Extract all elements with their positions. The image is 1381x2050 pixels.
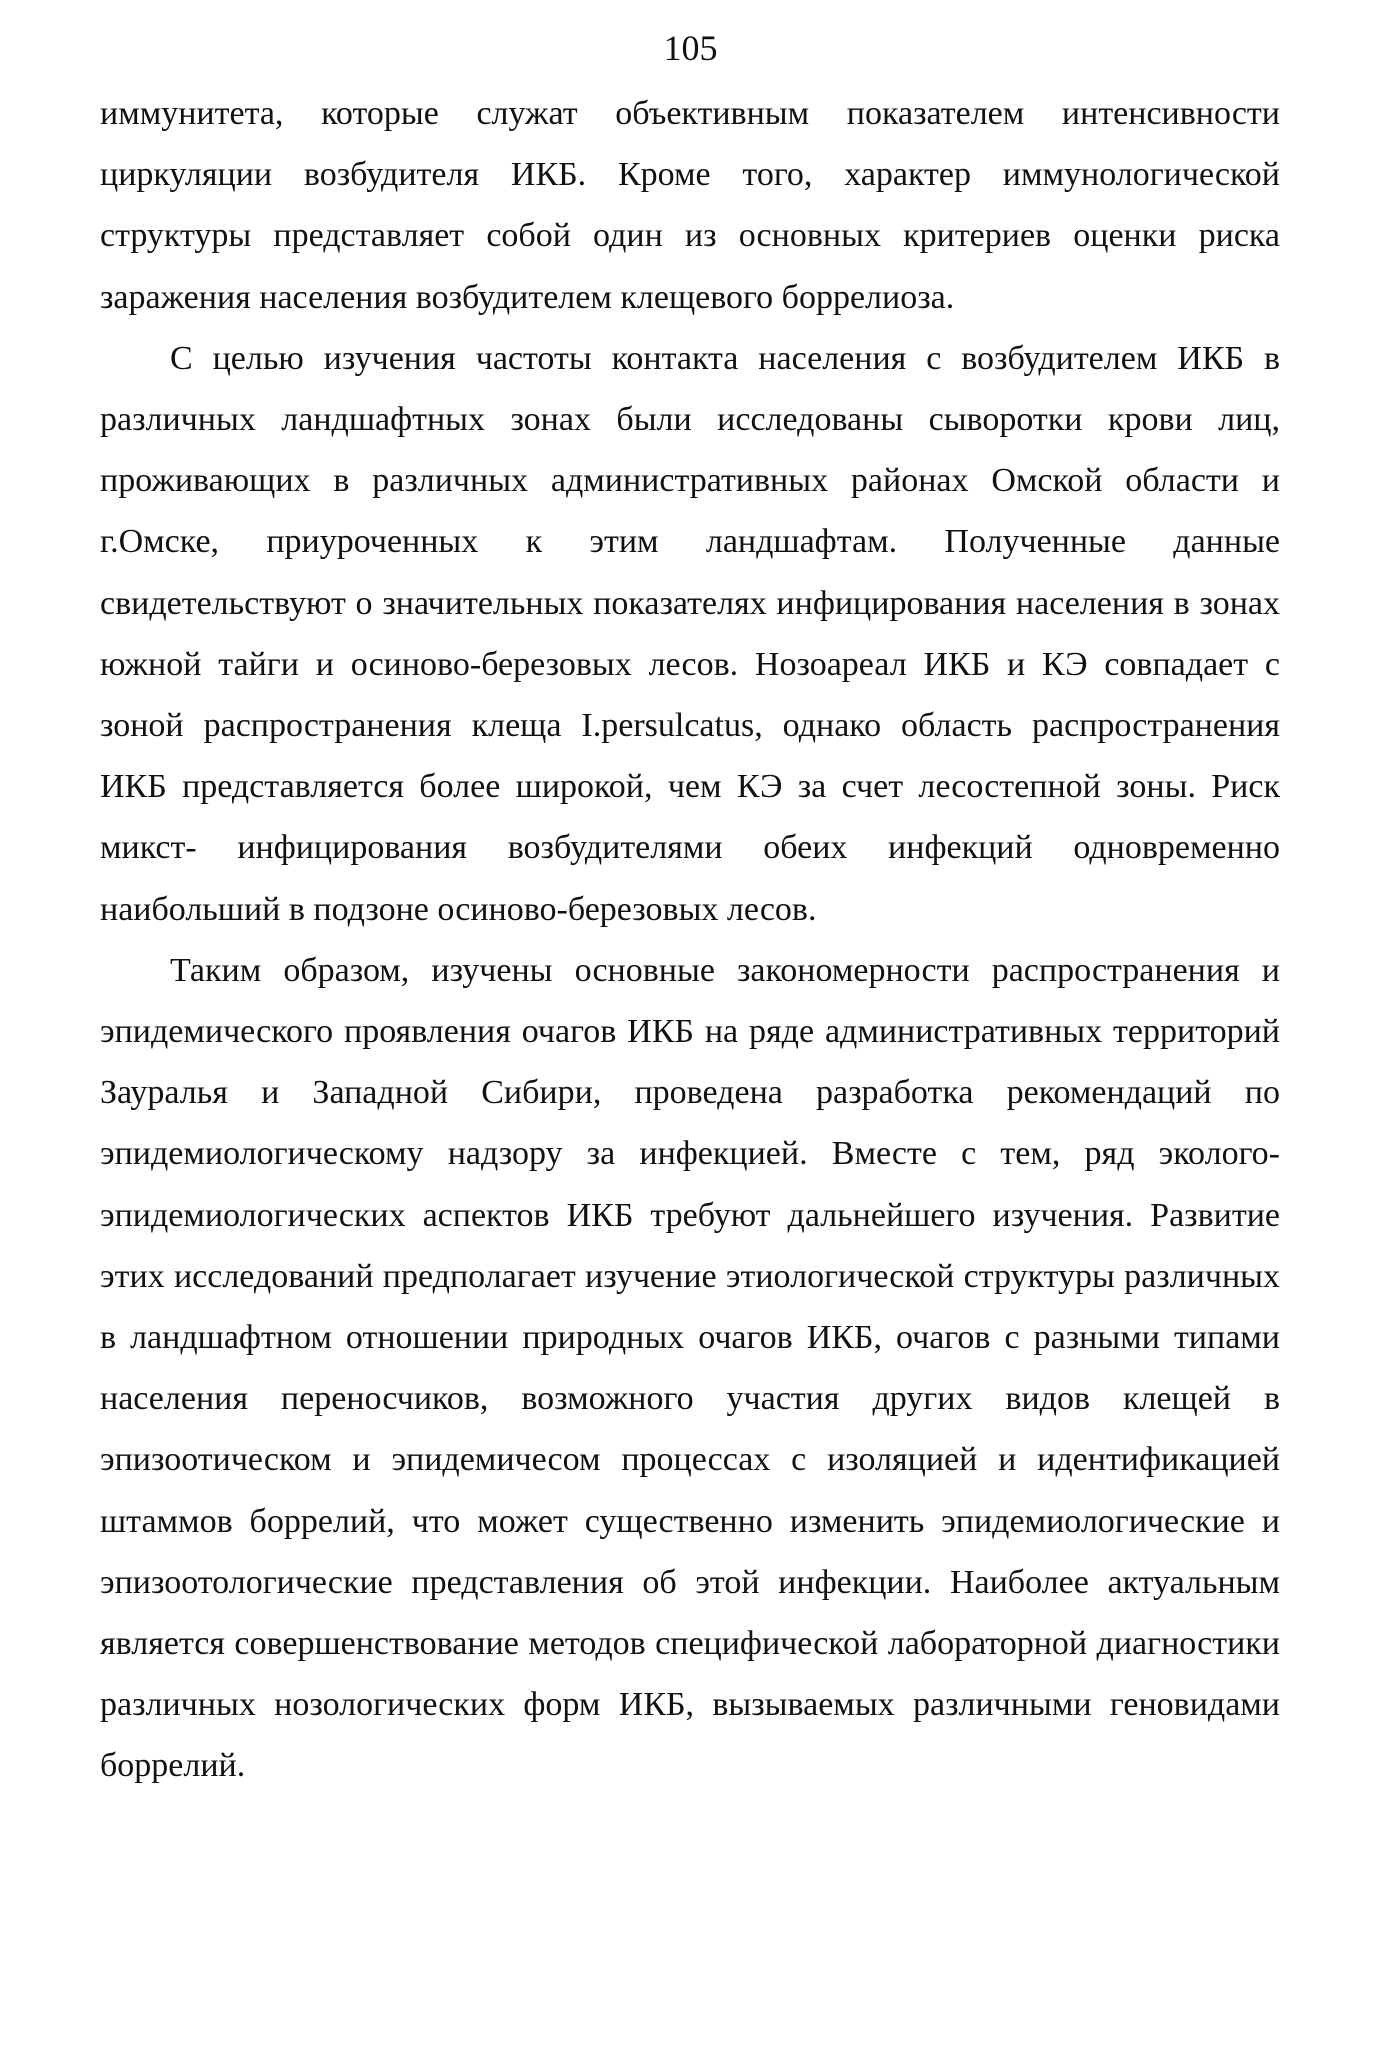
body-text [100, 83, 1280, 1797]
paragraph-3: Таким образом, изучены основные закономерности распространения и эпидемического проявления очагов ИКБ на ряде административных территорий Зауралья и Западной Сибири, проведена разработка рекомендаций по эпидемиологическому надзору за инфекцией. Вместе с тем, ряд эколого-эпидемиологических аспектов ИКБ требуют дальнейшего изучения. Развитие этих исследований предполагает изучение этиологической структуры различных в ландшафтном отношении природных очагов ИКБ, очагов с разными типами населения переносчиков, возможного участия других видов клещей в эпизоотическом и эпидемичесом процессах с изоляцией и идентификацией штаммов боррелий, что может существенно изменить эпидемиологические и эпизоотологические представления об этой инфекции. Наиболее актуальным является совершенствование методов специфической лабораторной диагностики различных нозологических форм ИКБ, вызываемых различными геновидами боррелий. [100, 951, 1280, 1785]
paragraph-1: иммунитета, которые служат объективным показателем интенсивности циркуляции возбудителя ИКБ. Кроме того, характер иммунологической структуры представляет собой один из основных критериев оценки риска заражения населения возбудителем клещевого боррелиоза. [100, 95, 1280, 316]
paragraph-2: С целью изучения частоты контакта населения с возбудителем ИКБ в различных ландшафтных зонах были исследованы сыворотки крови лиц, проживающих в различных административных районах Омской области и г.Омске, приуроченных к этим ландшафтам. Полученные данные свидетельствуют о значительных показателях инфицирования населения в зонах южной тайги и осиново-березовых лесов. Нозоареал ИКБ и КЭ совпадает с зоной распространения клеща I.persulcatus, однако область распространения ИКБ представляется более широкой, чем КЭ за счет лесостепной зоны. Риск микст- инфицирования возбудителями обеих инфекций одновременно наибольший в подзоне осиново-березовых лесов. [100, 339, 1280, 928]
page-number: 105 [663, 28, 718, 68]
